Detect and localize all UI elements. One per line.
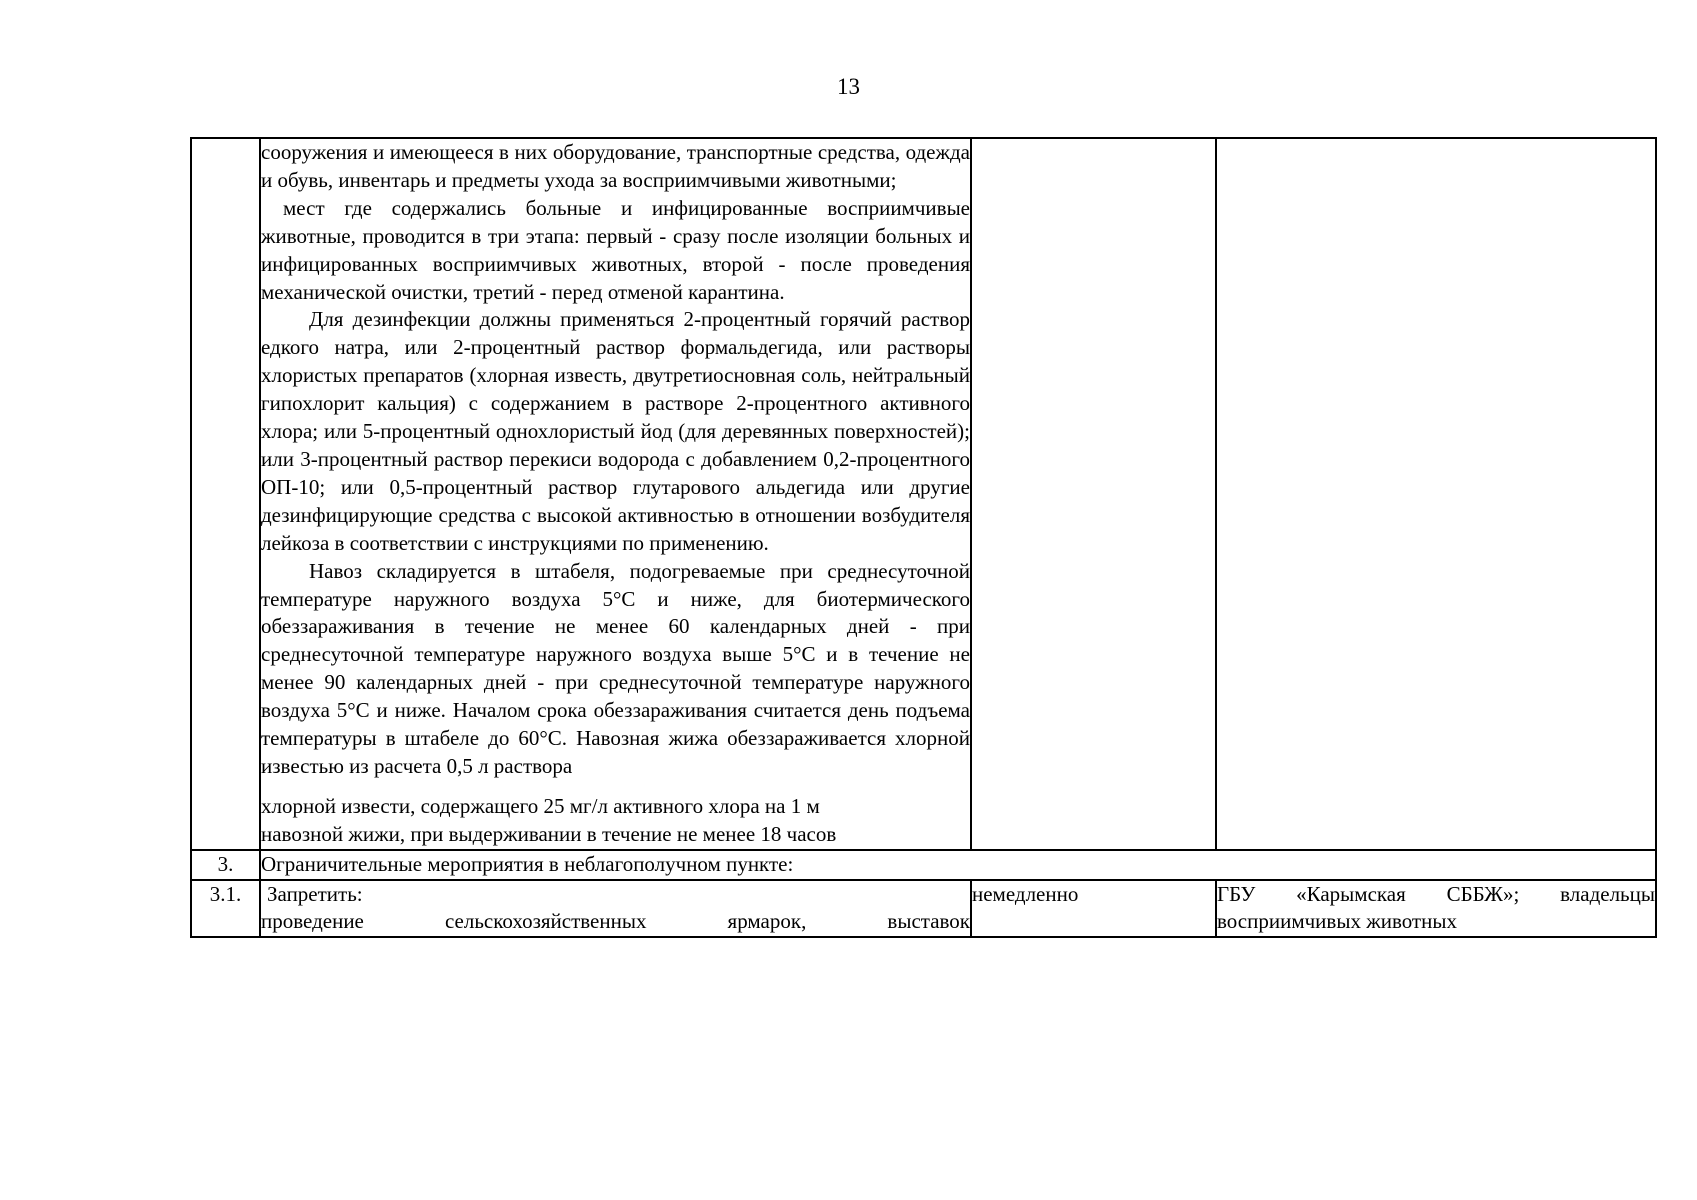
measure-text-cell xyxy=(260,880,971,938)
measures-table xyxy=(190,137,1657,938)
table-row-3 xyxy=(191,850,1656,880)
responsible-cell xyxy=(1216,138,1656,850)
page-number: 13 xyxy=(837,74,860,99)
paragraph-chlorine-line: хлорной извести, содержащего 25 мг/л активного хлора на 1 м xyxy=(261,793,820,818)
prohibit-label: Запретить: xyxy=(267,881,363,906)
term-cell xyxy=(971,138,1216,850)
row-number-cell xyxy=(191,138,260,850)
row-number-cell: 3.1. xyxy=(191,880,260,938)
table-row-continuation xyxy=(191,138,1656,850)
prohibit-item-fairs: проведение сельскохозяйственных ярмарок, выставок xyxy=(261,909,970,934)
measure-text-cell xyxy=(260,138,971,850)
paragraph-disinfection: Для дезинфекции должны применяться 2-процентный горячий раствор едкого натра, или 2-процентный раствор формальдегида, или растворы хлористых препаратов (хлорная известь, двутретиосновная соль, нейтральный гипохлорит кальция) с содержанием в растворе 2-процентного активного хлора; или 5-процентный однохлористый йод (для деревянных поверхностей); или 3-процентный раствор перекиси водорода с добавлением 0,2-процентного ОП-10; или 0,5-процентный раствор глутарового альдегида или другие дезинфицирующие средства с высокой активностью в отношении возбудителя лейкоза в соответствии с инструкциями по применению. xyxy=(261,307,970,555)
paragraph-places: мест где содержались больные и инфицированные восприимчивые животные, проводится в три этапа: первый - сразу после изоляции больных и инфицированных восприимчивых животных, второй - после проведения механической очистки, третий - перед отменой карантина. xyxy=(261,195,970,304)
responsible-cell: ГБУ «Карымская СББЖ»; владельцы восприимчивых животных xyxy=(1216,880,1656,938)
paragraph-slurry-line: навозной жижи, при выдерживании в течение не менее 18 часов xyxy=(261,821,837,846)
paragraph-structures: сооружения и имеющееся в них оборудование, транспортные средства, одежда и обувь, инвентарь и предметы ухода за восприимчивыми животными; xyxy=(261,140,970,192)
term-cell: немедленно xyxy=(971,880,1216,938)
section-heading-cell: Ограничительные мероприятия в неблагополучном пункте: xyxy=(260,850,1656,880)
table-row-3-1 xyxy=(191,880,1656,938)
paragraph-manure: Навоз складируется в штабеля, подогреваемые при среднесуточной температуре наружного воздуха 5°С и ниже, для биотермического обеззараживания в течение не менее 60 календарных дней - при среднесуточной температуре наружного воздуха выше 5°С и в течение не менее 90 календарных дней - при среднесуточной температуре наружного воздуха 5°С и ниже. Началом срока обеззараживания считается день подъема температуры в штабеле до 60°С. Навозная жижа обеззараживается хлорной известью из расчета 0,5 л раствора xyxy=(261,558,970,778)
row-number-cell: 3. xyxy=(191,850,260,880)
